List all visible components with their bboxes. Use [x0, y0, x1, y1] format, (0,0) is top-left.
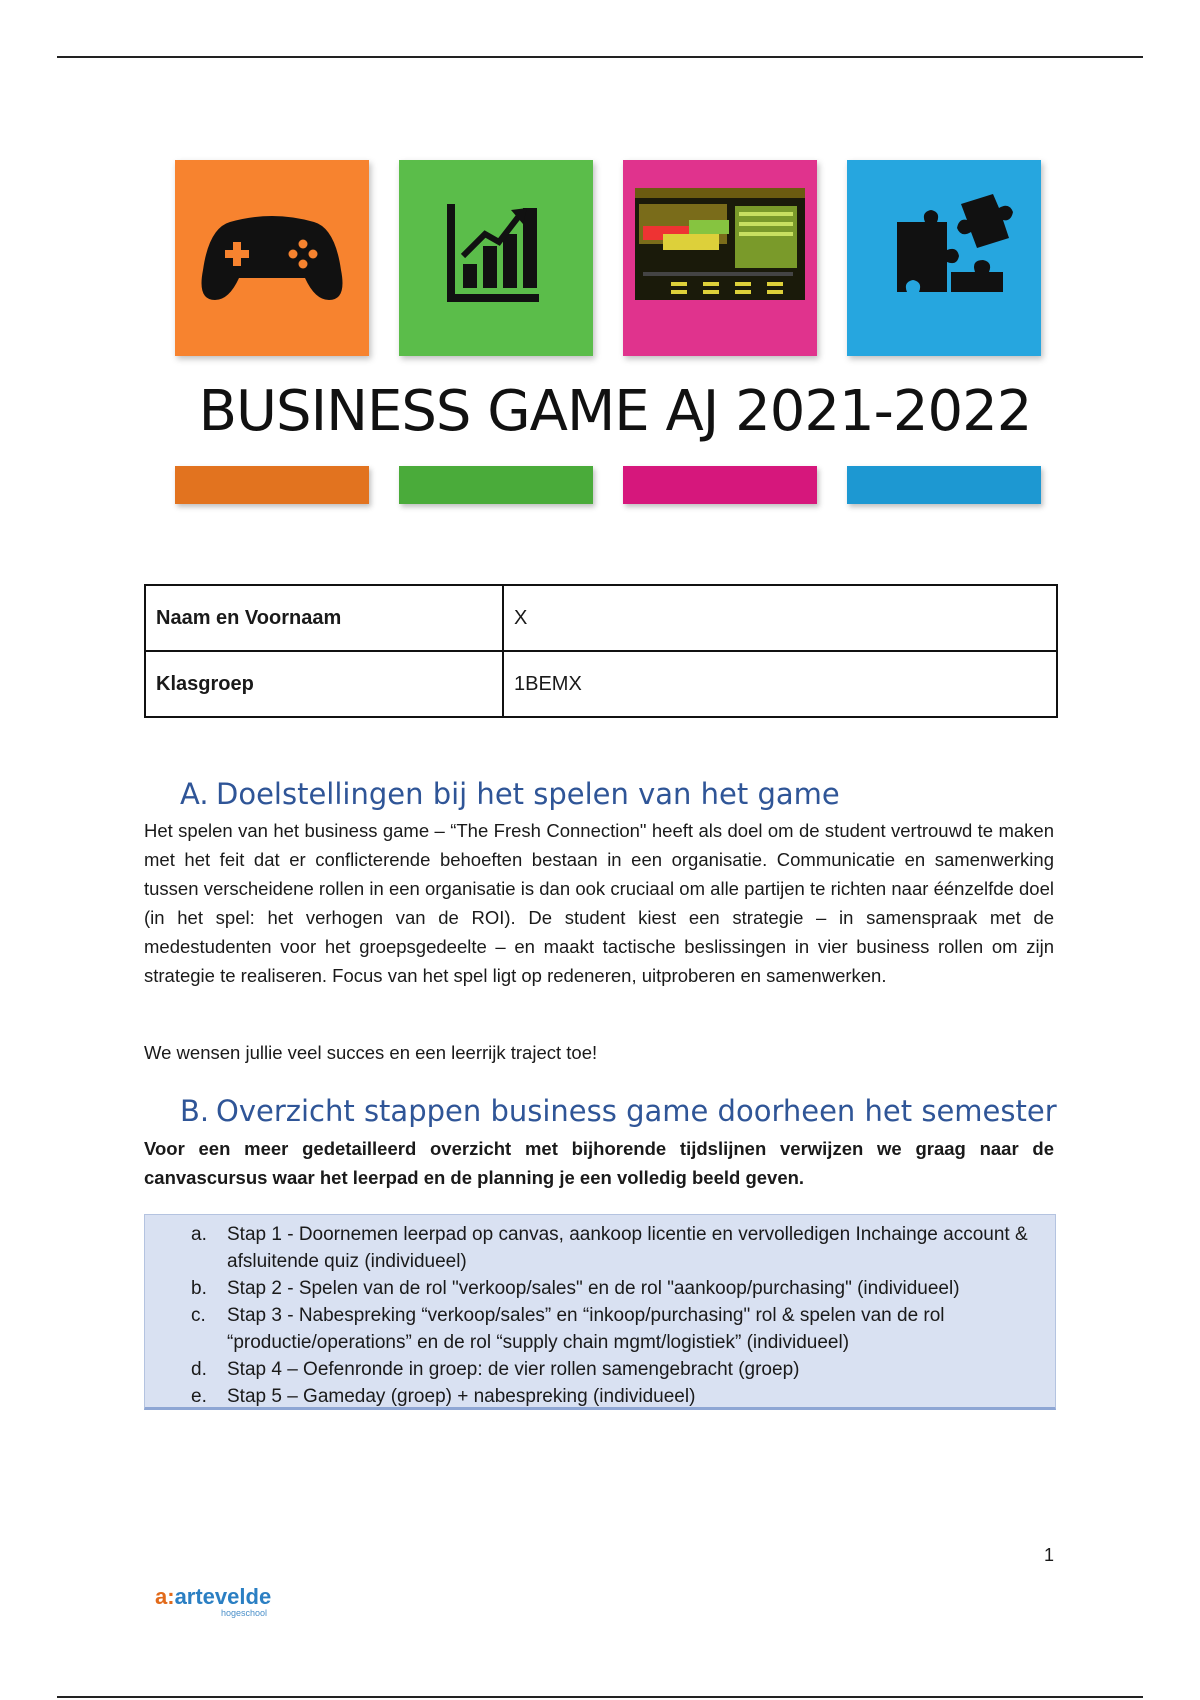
color-bar-orange [175, 466, 369, 504]
top-rule [57, 56, 1143, 58]
student-info-table [144, 584, 1058, 718]
steps-list [145, 1215, 1055, 1410]
section-b-intro: Voor een meer gedetailleerd overzicht met bijhorende tijdslijnen verwijzen we graag naar de canvascursus waar het leerpad en de planning je een volledig beeld geven. [144, 1138, 1054, 1188]
step-marker: d. [191, 1359, 207, 1380]
banner-title: BUSINESS GAME AJ 2021-2022 [198, 379, 1032, 444]
artevelde-logo [155, 1584, 295, 1620]
growth-chart-icon [399, 160, 593, 356]
section-a-number: A. [180, 777, 209, 811]
gamepad-icon [175, 160, 369, 356]
color-bar-green [399, 466, 593, 504]
name-label: Naam en Voornaam [145, 585, 503, 651]
logo-prefix: a: [155, 1584, 175, 1609]
section-a-paragraph: Het spelen van het business game – “The Fresh Connection" heeft als doel om de student vertrouwd te maken met het feit dat er conflicterende behoeften bestaan in een organisatie. Communicatie en samenwerking tussen verscheidene rollen in een organisatie is dan ook cruciaal om alle partijen te richten naar éénzelfde doel (in het spel: het verhogen van de ROI). De student kiest een strategie – in samenspraak met de medestudenten voor het groepsgedeelte – en maakt tactische beslissingen in vier business rollen om zijn strategie te realiseren. Focus van het spel ligt op redeneren, uitproberen en samenwerken. [144, 820, 1054, 986]
list-item [145, 1302, 1055, 1356]
steps-box [144, 1214, 1056, 1410]
color-bar-magenta [623, 466, 817, 504]
banner-tiles [175, 160, 1043, 356]
section-b-title: Overzicht stappen business game doorheen het semester [216, 1094, 1057, 1128]
logo-subtitle: hogeschool [221, 1608, 268, 1618]
step-text: Stap 3 - Nabespreking “verkoop/sales” en “inkoop/purchasing" rol & spelen van de rol “productie/operations” en de rol “supply chain mgmt/logistiek” (individueel) [227, 1305, 945, 1353]
list-item [145, 1356, 1055, 1383]
name-value: X [503, 585, 1057, 651]
step-marker: b. [191, 1278, 207, 1299]
section-a-closing: We wensen jullie veel succes en een leerrijk traject toe! [144, 1042, 598, 1063]
step-marker: e. [191, 1386, 207, 1407]
class-label: Klasgroep [145, 651, 503, 717]
tile-gamepad [175, 160, 369, 356]
table-row [145, 585, 1057, 651]
bottom-rule [57, 1696, 1143, 1698]
list-item [145, 1383, 1055, 1410]
tile-game-screenshot [623, 160, 817, 356]
puzzle-icon [847, 160, 1041, 356]
class-value: 1BEMX [503, 651, 1057, 717]
section-b-number: B. [180, 1094, 210, 1128]
list-item [145, 1221, 1055, 1275]
step-text: Stap 5 – Gameday (groep) + nabespreking (individueel) [227, 1386, 696, 1407]
step-marker: c. [191, 1305, 206, 1326]
table-row [145, 651, 1057, 717]
color-bar-blue [847, 466, 1041, 504]
section-a-heading [180, 775, 840, 813]
list-item [145, 1275, 1055, 1302]
tile-chart [399, 160, 593, 356]
banner-color-bars [175, 466, 1043, 504]
logo-name: artevelde [174, 1584, 272, 1609]
step-marker: a. [191, 1224, 207, 1245]
game-screenshot [623, 160, 817, 356]
step-text: Stap 2 - Spelen van de rol "verkoop/sales" en de rol "aankoop/purchasing" (individueel) [227, 1278, 960, 1299]
step-text: Stap 4 – Oefenronde in groep: de vier rollen samengebracht (groep) [227, 1359, 800, 1380]
tile-puzzle [847, 160, 1041, 356]
section-a-title: Doelstellingen bij het spelen van het game [216, 777, 840, 811]
section-b-heading [180, 1092, 1057, 1130]
page-number: 1 [1044, 1545, 1055, 1565]
step-text: Stap 1 - Doornemen leerpad op canvas, aankoop licentie en vervolledigen Inchainge account & afsluitende quiz (individueel) [227, 1224, 1028, 1272]
